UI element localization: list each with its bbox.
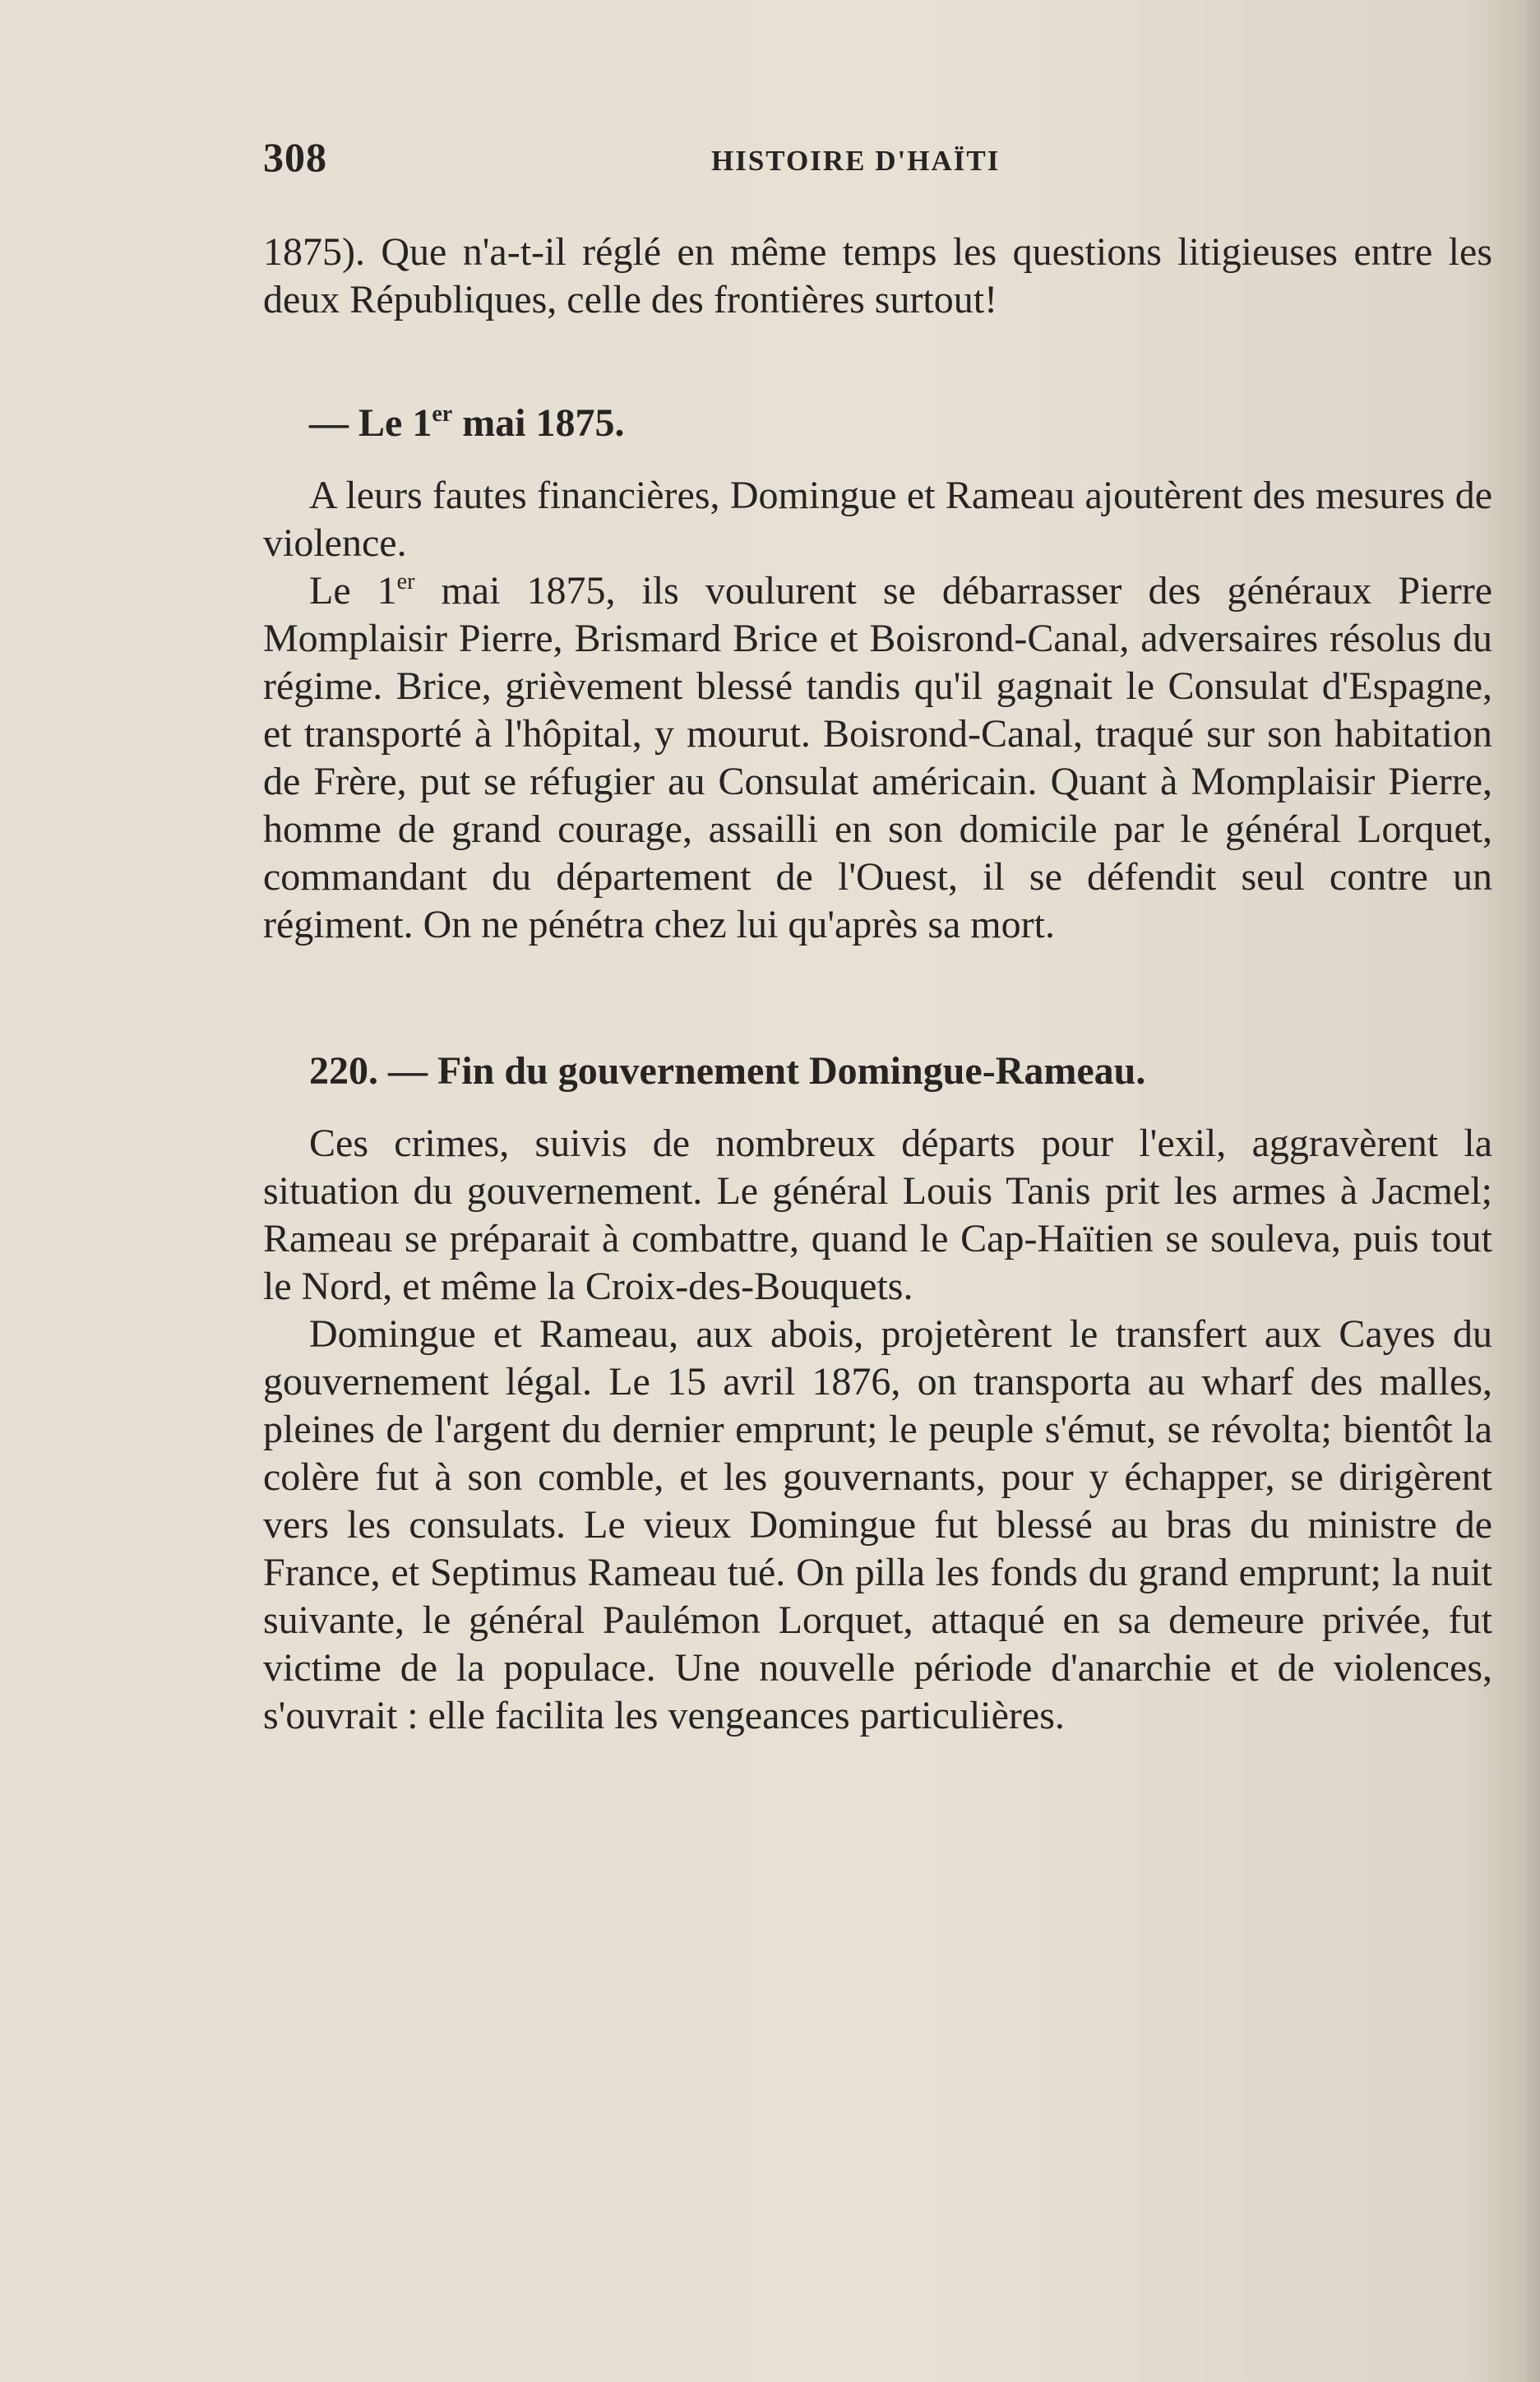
date-subheading: — Le 1er mai 1875. bbox=[309, 401, 625, 445]
paragraph-fautes: A leurs fautes financières, Domingue et Rameau ajoutèrent des mesures de violence. bbox=[263, 474, 1492, 565]
running-title: HISTOIRE D'HAÏTI bbox=[711, 145, 1001, 177]
paragraph-premier-mai: Le 1er mai 1875, ils voulurent se débarrasser des généraux Pierre Momplaisir Pierre, Brismard Brice et Boisrond-Canal, adversaires résolus du régime. Brice, grièvement blessé tandis qu'il gagnait le Consulat d'Espagne, et transporté à l'hôpital, y mourut. Boisrond-Canal, traqué sur son habitation de Frère, put se réfugier au Consulat américain. Quant à Momplaisir Pierre, homme de grand courage, assailli en son domicile par le général Lorquet, commandant du département de l'Ouest, il se défendit seul contre un régiment. On ne pénétra chez lui qu'après sa mort. bbox=[263, 569, 1492, 946]
section-heading-220: 220. — Fin du gouvernement Domingue-Rameau. bbox=[309, 1049, 1146, 1093]
body-text bbox=[263, 229, 1492, 1740]
paragraph-abois: Domingue et Rameau, aux abois, projetèrent le transfert aux Cayes du gouvernement légal. Le 15 avril 1876, on transporta au wharf des malles, pleines de l'argent du dernier emprunt; le peuple s'émut, se révolta; bientôt la colère fut à son comble, et les gouvernants, pour y échapper, se dirigèrent vers les consulats. Le vieux Domingue fut blessé au bras du ministre de France, et Septimus Rameau tué. On pilla les fonds du grand emprunt; la nuit suivante, le général Paulémon Lorquet, attaqué en sa demeure privée, fut victime de la populace. Une nouvelle période d'anarchie et de violences, s'ouvrait : elle facilita les vengeances particulières. bbox=[263, 1312, 1492, 1737]
paragraph-crimes: Ces crimes, suivis de nombreux départs pour l'exil, aggravèrent la situation du gouvernement. Le général Louis Tanis prit les armes à Jacmel; Rameau se préparait à combattre, quand le Cap-Haïtien se souleva, puis tout le Nord, et même la Croix-des-Bouquets. bbox=[263, 1122, 1492, 1308]
page-number: 308 bbox=[263, 134, 327, 180]
paragraph-continuation: 1875). Que n'a-t-il réglé en même temps les questions litigieuses entre les deux Républiques, celle des frontières surtout! bbox=[263, 230, 1492, 321]
running-head bbox=[263, 133, 1492, 183]
